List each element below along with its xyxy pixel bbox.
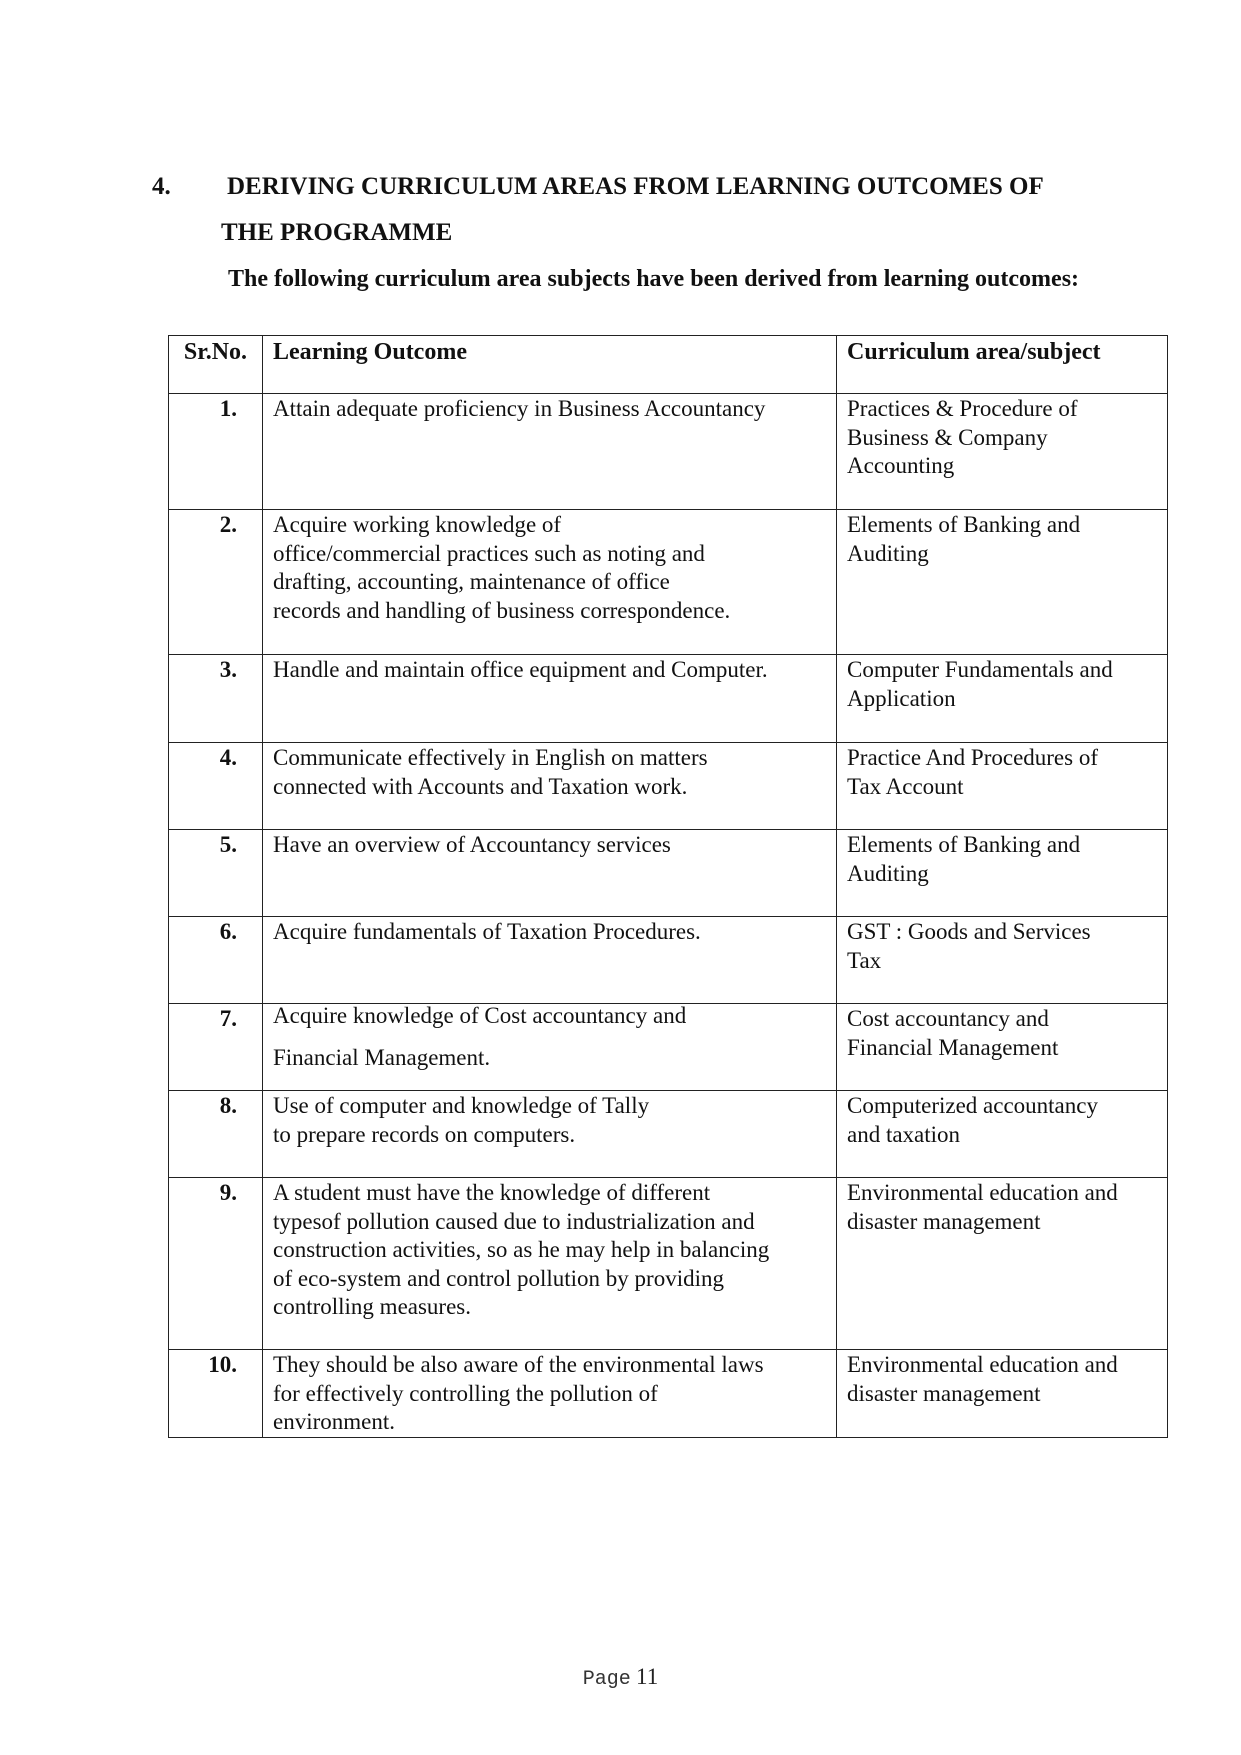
row-sr-no: 4. <box>169 743 263 830</box>
row-curriculum-area: Practice And Procedures of Tax Account <box>837 743 1168 830</box>
row-curriculum-area: Elements of Banking and Auditing <box>837 510 1168 655</box>
table-row <box>169 743 1168 830</box>
row-sr-no: 3. <box>169 655 263 743</box>
table-row <box>169 510 1168 655</box>
row-sr-no: 9. <box>169 1178 263 1350</box>
row-learning-outcome: Acquire working knowledge of office/commercial practices such as noting and drafting, accounting, maintenance of office records and handling of business correspondence. <box>263 510 837 655</box>
header-curriculum-area: Curriculum area/subject <box>837 336 1168 394</box>
table-header-row <box>169 336 1168 394</box>
row-curriculum-area: Cost accountancy and Financial Management <box>837 1004 1168 1091</box>
row-learning-outcome: Acquire fundamentals of Taxation Procedures. <box>263 917 837 1004</box>
row-sr-no: 10. <box>169 1350 263 1438</box>
table-row <box>169 394 1168 510</box>
page-number: 11 <box>636 1664 659 1689</box>
table-row <box>169 917 1168 1004</box>
row-learning-outcome: They should be also aware of the environmental laws for effectively controlling the pollution of environment. <box>263 1350 837 1438</box>
row-learning-outcome: Use of computer and knowledge of Tally to prepare records on computers. <box>263 1091 837 1178</box>
row-curriculum-area: Environmental education and disaster management <box>837 1350 1168 1438</box>
row-sr-no: 5. <box>169 830 263 917</box>
row-sr-no: 1. <box>169 394 263 510</box>
row-curriculum-area: Elements of Banking and Auditing <box>837 830 1168 917</box>
table-row <box>169 1350 1168 1438</box>
learning-outcomes-table <box>168 335 1168 1438</box>
row-learning-outcome: Communicate effectively in English on matters connected with Accounts and Taxation work. <box>263 743 837 830</box>
row-curriculum-area: Computerized accountancy and taxation <box>837 1091 1168 1178</box>
row-curriculum-area: Practices & Procedure of Business & Company Accounting <box>837 394 1168 510</box>
section-title-line-2: THE PROGRAMME <box>221 219 453 246</box>
table-row <box>169 830 1168 917</box>
table-row <box>169 1091 1168 1178</box>
intro-paragraph: The following curriculum area subjects have been derived from learning outcomes: <box>228 266 1080 292</box>
table-row <box>169 655 1168 743</box>
row-learning-outcome: Handle and maintain office equipment and Computer. <box>263 655 837 743</box>
section-number: 4. <box>152 173 171 200</box>
table-row <box>169 1004 1168 1091</box>
row-learning-outcome: Attain adequate proficiency in Business Accountancy <box>263 394 837 510</box>
row-sr-no: 7. <box>169 1004 263 1091</box>
header-learning-outcome: Learning Outcome <box>263 336 837 394</box>
page-label: Page <box>582 1668 631 1691</box>
section-title-line-1: DERIVING CURRICULUM AREAS FROM LEARNING OUTCOMES OF <box>227 173 1044 200</box>
page-footer <box>0 1664 1241 1693</box>
row-learning-outcome: Acquire knowledge of Cost accountancy and Financial Management. <box>263 1004 837 1091</box>
row-curriculum-area: GST : Goods and Services Tax <box>837 917 1168 1004</box>
table-row <box>169 1178 1168 1350</box>
row-curriculum-area: Environmental education and disaster management <box>837 1178 1168 1350</box>
row-sr-no: 6. <box>169 917 263 1004</box>
row-learning-outcome: Have an overview of Accountancy services <box>263 830 837 917</box>
row-curriculum-area: Computer Fundamentals and Application <box>837 655 1168 743</box>
row-learning-outcome: A student must have the knowledge of different typesof pollution caused due to industrialization and construction activities, so as he may help in balancing of eco-system and control pollution by providing controlling measures. <box>263 1178 837 1350</box>
row-sr-no: 8. <box>169 1091 263 1178</box>
row-sr-no: 2. <box>169 510 263 655</box>
header-sr-no: Sr.No. <box>169 336 263 394</box>
